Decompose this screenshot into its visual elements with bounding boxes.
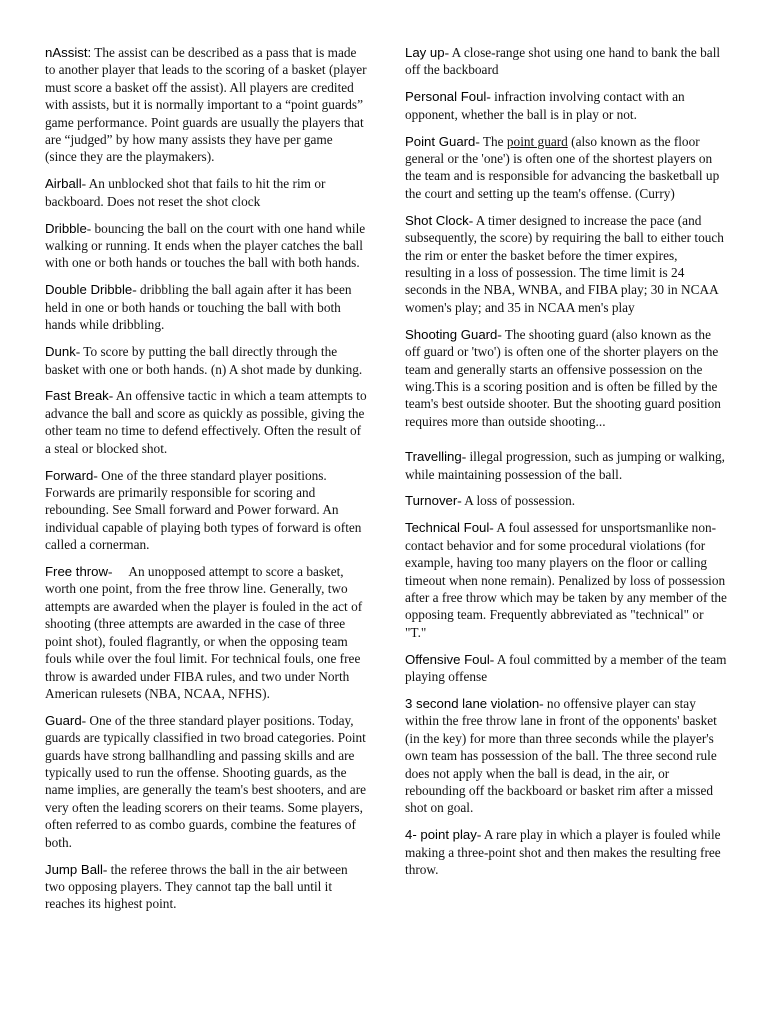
- glossary-entry-turnover: [405, 492, 727, 509]
- glossary-definition: - dribbling the ball again after it has been held in one or both hands or touching the ball with both hands while dribbling.: [45, 282, 352, 333]
- glossary-term: Free throw: [45, 564, 109, 580]
- glossary-term: Dribble: [45, 220, 87, 236]
- glossary-term: 3 second lane violation: [405, 696, 540, 711]
- glossary-definition: - One of the three standard player positions. Today, guards are typically classified in two broad categories. Point guards have strong ballhandling and passing skills and are typically used to run the offense. Shooting guards, as the name implies, are generally the team's best shooters, and are very often the leading scorers on their teams. Some players, often referred to as combo guards, combine the features of both.: [45, 712, 367, 850]
- glossary-definition: - To score by putting the ball directly through the basket with one or both hands. (n) A shot made by dunking.: [45, 344, 363, 377]
- glossary-term: nAssist:: [45, 45, 92, 60]
- glossary-entry-offensive-foul: [405, 651, 727, 686]
- glossary-entry-shot-clock: [405, 212, 727, 316]
- glossary-definition: - A close-range shot using one hand to bank the ball off the backboard: [405, 45, 721, 78]
- glossary-term: Travelling: [405, 449, 462, 465]
- glossary-term: Dunk: [45, 344, 76, 360]
- glossary-definition: - no offensive player can stay within the free throw lane in front of the opponents' basket (in the key) for more than three seconds while the player's own team has possession of the ball. The three second rule does not apply when the ball is dead, in the air, or rebounding off the backboard or basket rim after a missed shot on goal.: [405, 696, 717, 816]
- glossary-term: Airball: [45, 176, 82, 192]
- glossary-term: Lay up: [405, 45, 445, 60]
- glossary-term: Jump Ball: [45, 861, 103, 877]
- glossary-entry-guard: [45, 712, 367, 851]
- glossary-definition: - A rare play in which a player is fouled while making a three-point shot and then makes the resulting free throw.: [405, 827, 721, 878]
- glossary-entry-dunk: [45, 343, 367, 378]
- glossary-entry-assist: [45, 44, 367, 166]
- point-guard-link[interactable]: point guard: [506, 133, 568, 149]
- glossary-definition: - An unopposed attempt to score a basket, worth one point, from the free throw line. Generally, two attempts are awarded when the player is fouled in the act of shooting (three attempts are awarded in the case of three point shot), fouled flagrantly, or when the opposing team fouls while over the foul limit. For technical fouls, one free throw is awarded under FIBA rules, and two under North American rulesets (NBA, NCAA, NFHS).: [45, 564, 366, 701]
- glossary-entry-dribble: [45, 220, 367, 272]
- glossary-definition: - illegal progression, such as jumping or walking, while maintaining possession of the ball.: [405, 449, 725, 482]
- glossary-definition: - bouncing the ball on the court with one hand while walking or running. It ends when the player catches the ball with one or both hands or touches the ball with both hands.: [45, 220, 366, 271]
- glossary-entry-travelling: [405, 448, 727, 483]
- glossary-definition: (also known as the floor general or the 'one') is often one of the shortest players on the team and is responsible for advancing the basketball up the court and setting up the team's offense. (Curry): [405, 133, 720, 201]
- glossary-entry-point-guard: [405, 133, 727, 203]
- glossary-term: Double Dribble: [45, 282, 133, 298]
- glossary-term: Shot Clock: [405, 212, 469, 228]
- glossary-definition: - A loss of possession.: [457, 493, 576, 509]
- glossary-term: Offensive Foul: [405, 651, 490, 667]
- glossary-definition: - The shooting guard (also known as the off guard or 'two') is often one of the shorter players on the team and generally starts an offensive possession on the wing.This is a scoring position and is often be filled by the team's best outside shooter. But the shooting guard position requires more than outside shooting...: [405, 326, 721, 429]
- glossary-term: Shooting Guard: [405, 326, 498, 342]
- glossary-definition-prefix: - The: [475, 133, 507, 149]
- glossary-definition: - An unblocked shot that fails to hit the rim or backboard. Does not reset the shot clock: [45, 176, 326, 209]
- glossary-definition: - An offensive tactic in which a team attempts to advance the ball and score as quickly as possible, giving the other team no time to defend effectively. Often the result of a steal or blocked shot.: [45, 388, 367, 456]
- glossary-entry-3-second-lane-violation: [405, 695, 727, 817]
- glossary-term: Turnover: [405, 493, 458, 509]
- glossary-definition: - One of the three standard player positions. Forwards are primarily responsible for scoring and rebounding. See Small forward and Power forward. An individual capable of playing both types of forward is often called a cornerman.: [45, 467, 362, 553]
- glossary-entry-forward: [45, 467, 367, 554]
- glossary-definition: - A foul committed by a member of the team playing offense: [405, 651, 727, 685]
- glossary-entry-shooting-guard: [405, 326, 727, 430]
- glossary-definition: The assist can be described as a pass that is made to another player that leads to the scoring of a basket (player must score a basket off the assist). All players are credited with assists, but it is normally important to a “point guards” game performance. Point guards are usually the players that are “judged” by how many assists they have per game (since they are the playmakers).: [45, 45, 367, 165]
- glossary-term: Guard: [45, 712, 82, 728]
- glossary-term: 4- point play: [405, 827, 477, 843]
- glossary-term: Personal Foul: [405, 89, 487, 105]
- glossary-term: Forward: [45, 467, 94, 483]
- glossary-term: Point Guard: [405, 133, 476, 149]
- glossary-term: Fast Break: [45, 388, 109, 404]
- glossary-entry-technical-foul: [405, 519, 727, 641]
- glossary-entry-double-dribble: [45, 281, 367, 333]
- glossary-entry-lay-up: [405, 44, 727, 79]
- glossary-entry-fast-break: [45, 387, 367, 457]
- glossary-entry-free-throw: [45, 563, 367, 702]
- glossary-entry-personal-foul: [405, 88, 727, 123]
- right-column: [405, 44, 727, 888]
- glossary-entry-jump-ball: [45, 861, 367, 913]
- glossary-definition: - infraction involving contact with an opponent, whether the ball is in play or not.: [405, 89, 685, 122]
- glossary-term: Technical Foul: [405, 520, 490, 536]
- left-column: [45, 44, 367, 922]
- glossary-entry-airball: [45, 175, 367, 210]
- glossary-definition: - A timer designed to increase the pace (and subsequently, the score) by requiring the ball to either touch the rim or enter the basket before the timer expires, resulting in a loss of possession. The time limit is 24 seconds in the NBA, WNBA, and FIBA play; 30 in NCAA women's play; and 35 in NCAA men's play: [405, 212, 724, 315]
- glossary-entry-4-point-play: [405, 826, 727, 878]
- glossary-definition: - the referee throws the ball in the air between two opposing players. They cannot tap the ball until it reaches its highest point.: [45, 861, 348, 912]
- glossary-definition: - A foul assessed for unsportsmanlike non-contact behavior and for some procedural violations (for example, having too many players on the floor or calling timeout when none remain). Penalized by loss of possession after a free throw which may be taken by any member of the opposing team. Frequently abbreviated as "technical" or "T.": [405, 520, 727, 640]
